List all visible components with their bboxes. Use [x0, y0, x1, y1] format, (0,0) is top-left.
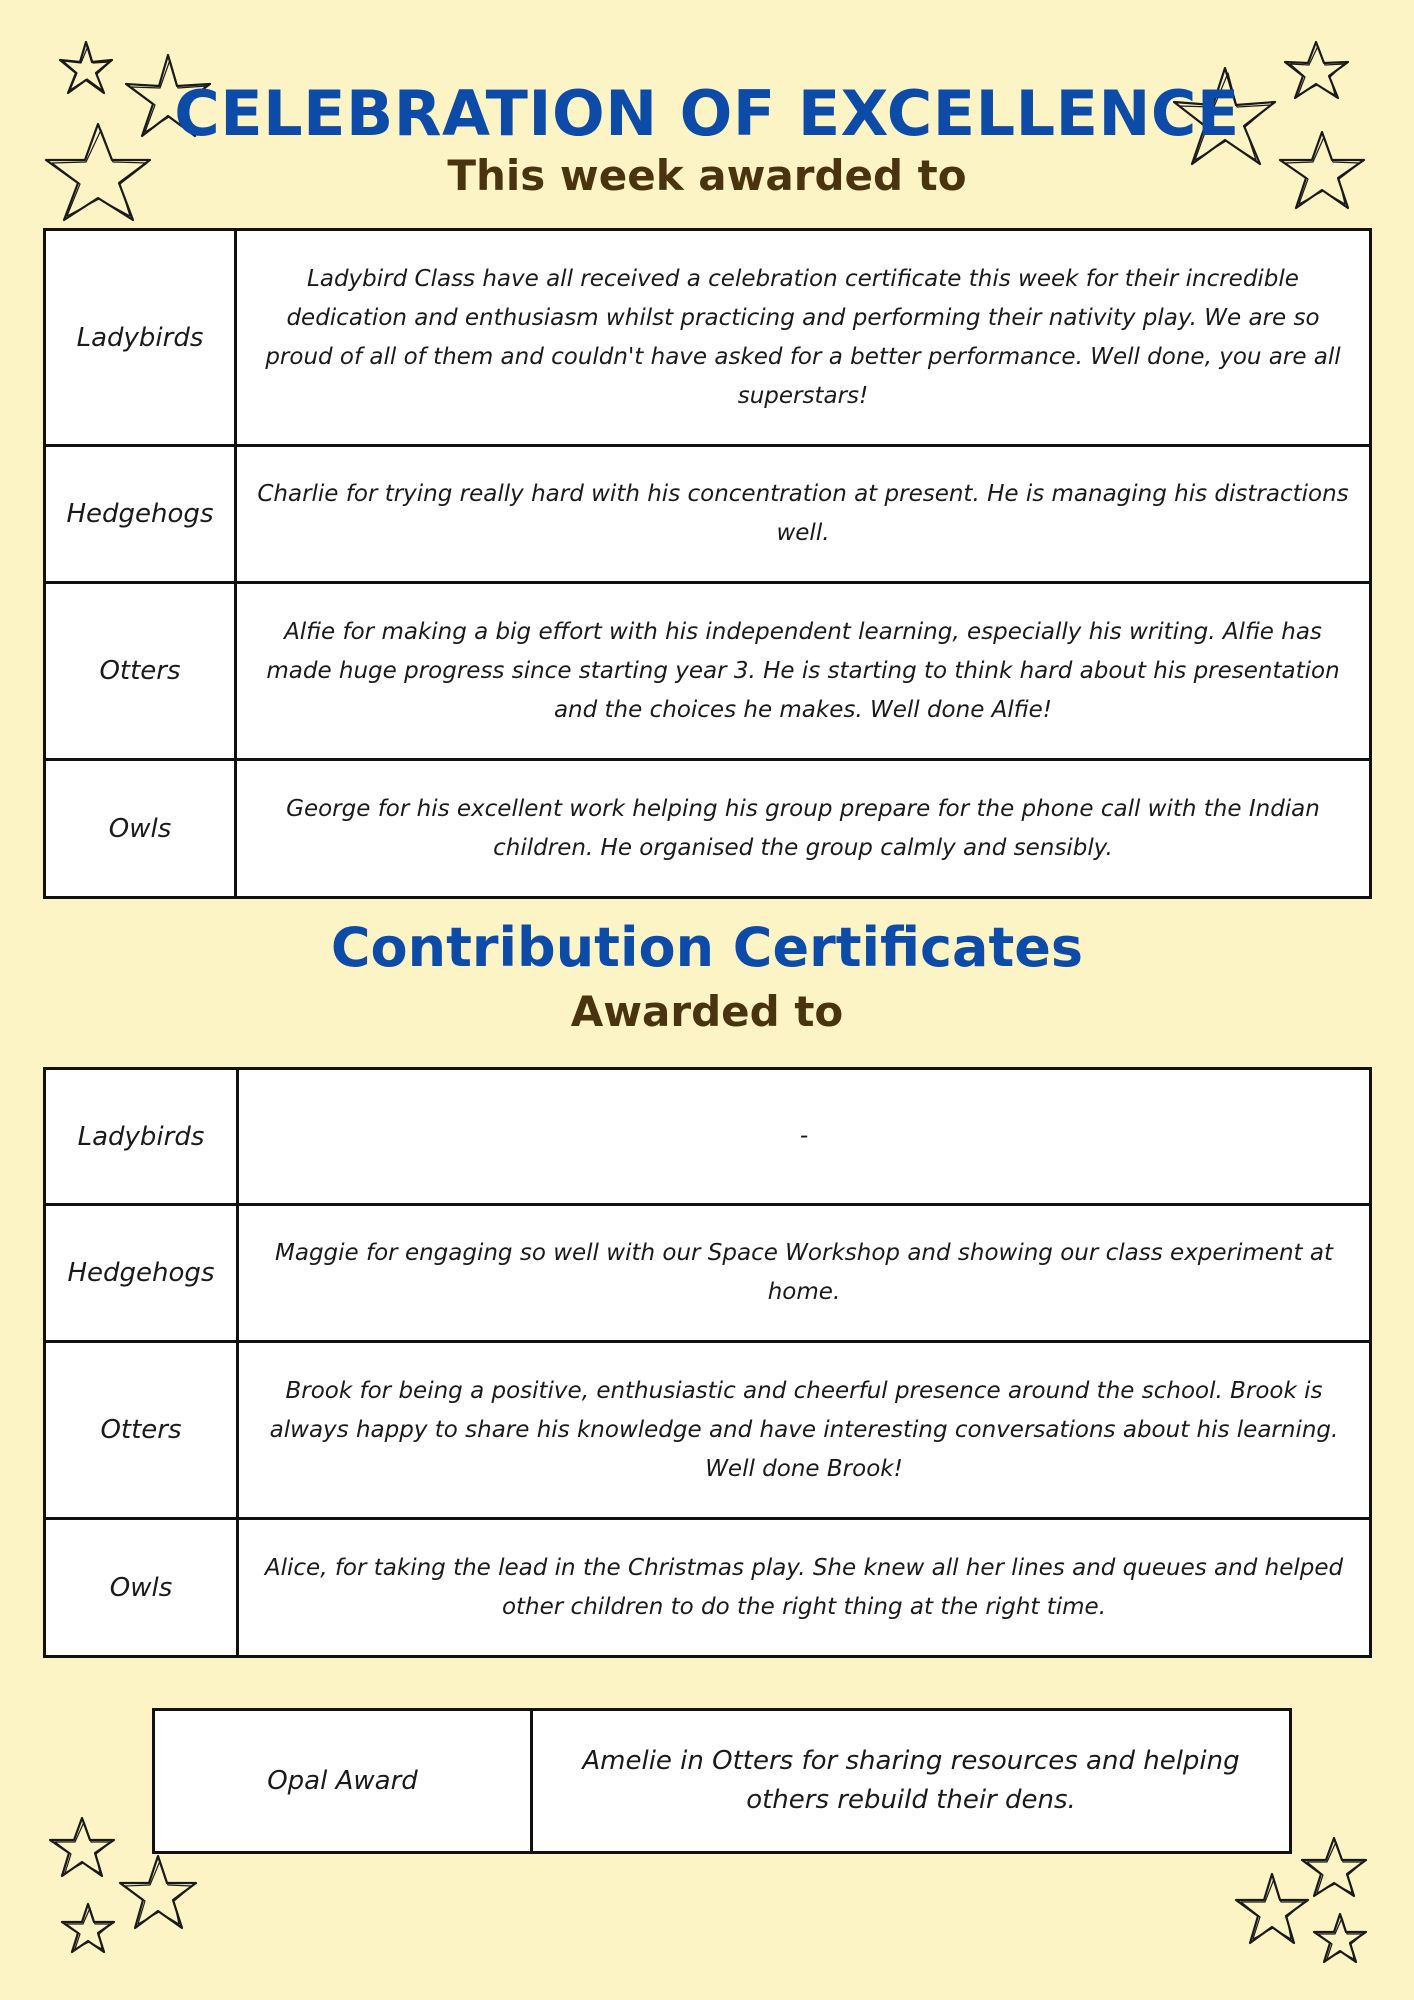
award-text-cell: Ladybird Class have all received a celebration certificate this week for their incredible dedication and enthusiasm whilst practicing and performing their nativity play. We are so proud of all of them and couldn't have asked for a better performance. Well done, you are all superstars! [236, 230, 1371, 446]
class-name-cell: Hedgehogs [45, 1205, 238, 1342]
section-title: Contribution Certificates [330, 916, 1084, 979]
class-name-cell: Ladybirds [45, 230, 236, 446]
section-subtitle: Awarded to [570, 987, 844, 1036]
opal-award-label: Opal Award [154, 1710, 532, 1853]
page-subtitle: This week awarded to [447, 151, 967, 200]
class-name-cell: Owls [45, 1519, 238, 1657]
award-text-cell: Charlie for trying really hard with his concentration at present. He is managing his distractions well. [236, 446, 1371, 583]
table-row [45, 583, 1371, 760]
contribution-table [43, 1067, 1372, 1658]
class-name-cell: Otters [45, 1342, 238, 1519]
award-text-cell: - [238, 1069, 1371, 1205]
celebration-table [43, 228, 1372, 899]
star-icon [1236, 1874, 1308, 1943]
award-text-cell: Alfie for making a big effort with his independent learning, especially his writing. Alfie has made huge progress since starting year 3. He is starting to think hard about his presentation and the choices he makes. Well done Alfie! [236, 583, 1371, 760]
table-row [154, 1710, 1291, 1853]
page-title: CELEBRATION OF EXCELLENCE [174, 77, 1240, 150]
star-icon [1314, 1914, 1366, 1962]
table-row [45, 1342, 1371, 1519]
star-icon [120, 1856, 196, 1928]
class-name-cell: Ladybirds [45, 1069, 238, 1205]
class-name-cell: Hedgehogs [45, 446, 236, 583]
award-text-cell: Maggie for engaging so well with our Space Workshop and showing our class experiment at home. [238, 1205, 1371, 1342]
table-row [45, 230, 1371, 446]
table-row [45, 760, 1371, 898]
class-name-cell: Owls [45, 760, 236, 898]
award-text-cell: Alice, for taking the lead in the Christmas play. She knew all her lines and queues and helped other children to do the right thing at the right time. [238, 1519, 1371, 1657]
class-name-cell: Otters [45, 583, 236, 760]
star-icon [62, 1904, 114, 1952]
table-row [45, 1069, 1371, 1205]
star-icon [50, 1818, 114, 1876]
opal-award-table [152, 1708, 1292, 1854]
award-text-cell: George for his excellent work helping his group prepare for the phone call with the Indian children. He organised the group calmly and sensibly. [236, 760, 1371, 898]
opal-award-text: Amelie in Otters for sharing resources and helping others rebuild their dens. [532, 1710, 1291, 1853]
table-row [45, 446, 1371, 583]
star-icon [1302, 1838, 1366, 1896]
award-text-cell: Brook for being a positive, enthusiastic and cheerful presence around the school. Brook is always happy to share his knowledge and have interesting conversations about his learning. Well done Brook! [238, 1342, 1371, 1519]
table-row [45, 1205, 1371, 1342]
table-row [45, 1519, 1371, 1657]
